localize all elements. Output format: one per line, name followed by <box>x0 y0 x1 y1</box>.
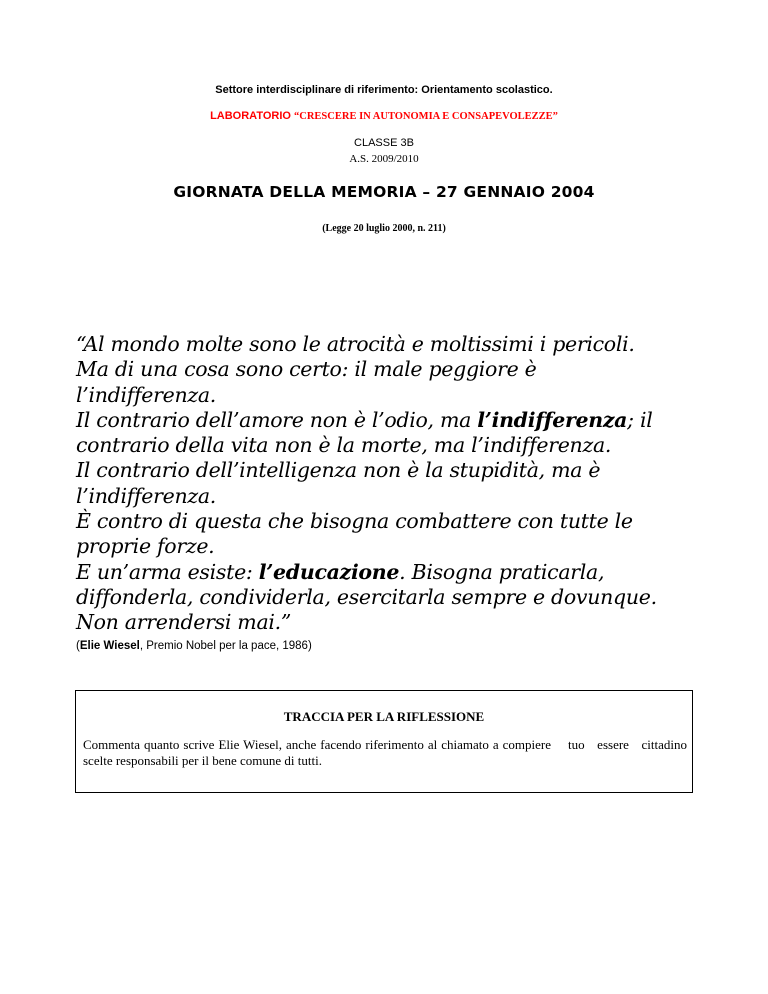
quote-emphasis-education: l’educazione <box>258 559 400 584</box>
quote-attribution <box>76 640 312 652</box>
laboratory-prefix: LABORATORIO <box>210 110 295 122</box>
quote-text: Il contrario dell’amore non è l’odio, ma <box>76 407 478 432</box>
quote-line: È contro di questa che bisogna combattere con tutte le <box>76 509 633 534</box>
laboratory-line <box>0 110 768 122</box>
quote-line <box>76 560 716 585</box>
quote-line: contrario della vita non è la morte, ma l’indifferenza. <box>76 433 612 458</box>
quote-line <box>76 408 716 433</box>
quote-line: l’indifferenza. <box>76 382 216 407</box>
quote-text: ; il <box>627 407 653 432</box>
reflection-box <box>75 690 693 793</box>
laboratory-title: “CRESCERE IN AUTONOMIA E CONSAPEVOLEZZE” <box>294 111 558 122</box>
page-title: GIORNATA DELLA MEMORIA – 27 GENNAIO 2004 <box>173 183 595 201</box>
school-year-label: A.S. 2009/2010 <box>349 153 419 165</box>
quote-text: . Bisogna praticarla, <box>399 559 605 584</box>
quote-emphasis-indifference: l’indifferenza <box>477 407 628 432</box>
reflection-text-column-1: Commenta quanto scrive Elie Wiesel, anche facendo riferimento al chiamato a compiere scelte responsabili per il bene comune di tutti. <box>83 737 551 768</box>
attribution-open: ( <box>76 640 80 652</box>
quote-line: l’indifferenza. <box>76 483 216 508</box>
class-label: CLASSE 3B <box>354 137 414 149</box>
reflection-text-column-2: tuo essere cittadino <box>568 737 687 752</box>
quote-line: Il contrario dell’intelligenza non è la stupidità, ma è <box>76 458 601 483</box>
wiesel-quote <box>76 332 716 636</box>
author-name: Elie Wiesel <box>79 640 140 652</box>
quote-line: proprie forze. <box>76 534 215 559</box>
attribution-details: , Premio Nobel per la pace, 1986) <box>139 640 312 652</box>
reflection-title: TRACCIA PER LA RIFLESSIONE <box>283 709 485 724</box>
sector-line: Settore interdisciplinare di riferimento: Orientamento scolastico. <box>215 84 553 96</box>
quote-line: “Al mondo molte sono le atrocità e moltissimi i pericoli. <box>76 332 635 356</box>
law-reference: (Legge 20 luglio 2000, n. 211) <box>322 223 446 234</box>
quote-text: E un’arma esiste: <box>76 559 259 584</box>
quote-line: diffonderla, condividerla, esercitarla sempre e dovunque. <box>76 584 657 609</box>
quote-line: Non arrendersi mai.” <box>76 610 292 635</box>
quote-line: Ma di una cosa sono certo: il male peggiore è <box>76 357 537 382</box>
